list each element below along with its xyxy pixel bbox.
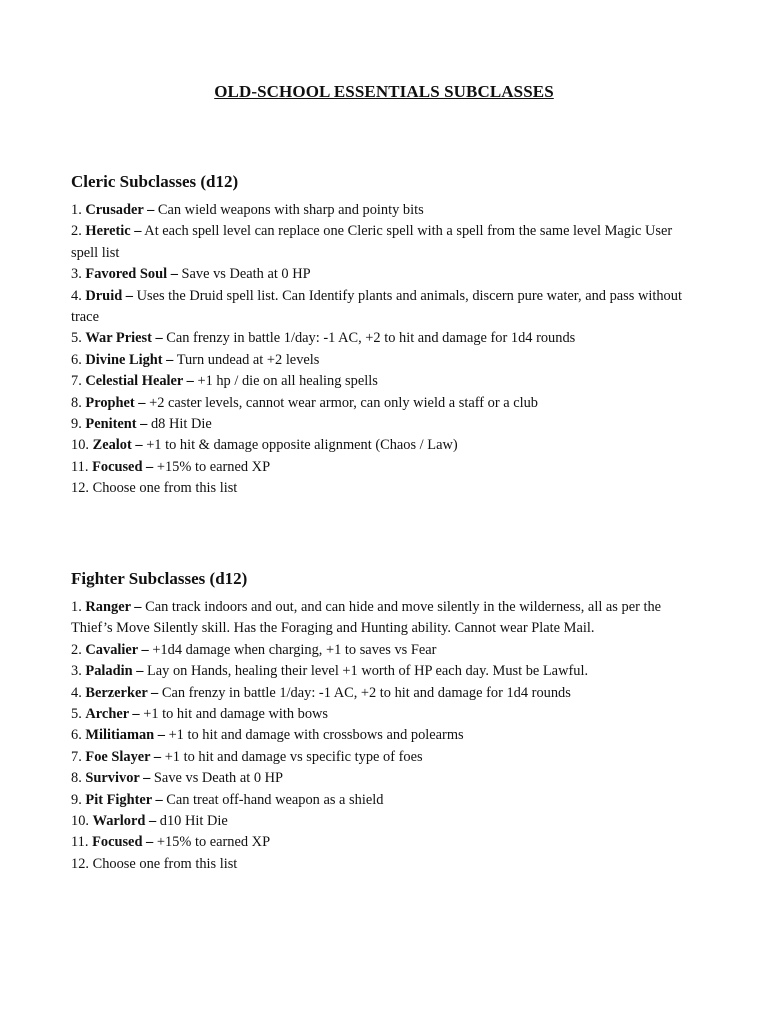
- subclass-name: Divine Light –: [85, 351, 174, 368]
- subclass-description: Save vs Death at 0 HP: [181, 266, 311, 283]
- subclass-entry: [71, 597, 701, 640]
- subclass-name: Warlord –: [92, 813, 157, 830]
- subclass-name: Focused –: [92, 458, 154, 475]
- subclass-entry: [71, 286, 701, 329]
- entry-number: 8.: [71, 394, 82, 411]
- subclass-entry: [71, 640, 701, 661]
- subclass-name: Pit Fighter –: [85, 791, 163, 808]
- subclass-description: +1 to hit and damage vs specific type of foes: [164, 748, 423, 765]
- subclass-description: Can frenzy in battle 1/day: -1 AC, +2 to hit and damage for 1d4 rounds: [161, 684, 571, 701]
- subclass-entry: [71, 350, 701, 371]
- subclass-description: Save vs Death at 0 HP: [153, 770, 284, 787]
- cleric-section: [71, 172, 701, 500]
- subclass-description: Turn undead at +2 levels: [176, 351, 320, 368]
- subclass-entry: [71, 457, 701, 478]
- entry-number: 5.: [71, 706, 82, 723]
- subclass-name: Penitent –: [85, 416, 148, 433]
- subclass-entry: [71, 811, 701, 832]
- subclass-description: d8 Hit Die: [150, 416, 212, 433]
- subclass-name: Crusader –: [85, 202, 155, 218]
- subclass-description: Choose one from this list: [92, 480, 238, 497]
- entry-number: 11.: [71, 458, 89, 475]
- entry-number: 9.: [71, 791, 82, 808]
- subclass-name: Prophet –: [85, 394, 146, 411]
- subclass-entry: [71, 661, 701, 682]
- subclass-name: Celestial Healer –: [85, 373, 194, 390]
- fighter-heading: Fighter Subclasses (d12): [71, 569, 248, 588]
- subclass-name: Focused –: [92, 834, 154, 851]
- subclass-entry: [71, 478, 701, 499]
- subclass-entry: [71, 725, 701, 746]
- subclass-description: Can wield weapons with sharp and pointy bits: [157, 202, 424, 218]
- document-title: OLD-SCHOOL ESSENTIALS SUBCLASSES: [214, 82, 554, 101]
- subclass-name: Archer –: [85, 706, 140, 723]
- entry-number: 6.: [71, 727, 82, 744]
- subclass-description: +1 hp / die on all healing spells: [197, 373, 378, 390]
- subclass-description: Choose one from this list: [92, 855, 238, 872]
- entry-number: 5.: [71, 330, 82, 347]
- entry-number: 1.: [71, 599, 82, 615]
- entry-number: 2.: [71, 641, 82, 658]
- entry-number: 9.: [71, 416, 82, 433]
- subclass-entry: [71, 832, 701, 853]
- subclass-name: Favored Soul –: [85, 266, 178, 283]
- subclass-entry: [71, 704, 701, 725]
- subclass-entry: [71, 435, 701, 456]
- subclass-description: +1 to hit and damage with bows: [143, 706, 329, 723]
- subclass-entry: [71, 414, 701, 435]
- entry-number: 11.: [71, 834, 89, 851]
- entry-number: 8.: [71, 770, 82, 787]
- fighter-section: [71, 569, 701, 875]
- subclass-name: Cavalier –: [85, 641, 149, 658]
- entry-number: 4.: [71, 287, 82, 304]
- cleric-subclass-list: [71, 200, 701, 500]
- subclass-description: Can frenzy in battle 1/day: -1 AC, +2 to hit and damage for 1d4 rounds: [166, 330, 576, 347]
- subclass-entry: [71, 200, 701, 221]
- entry-number: 12.: [71, 480, 89, 497]
- entry-number: 7.: [71, 748, 82, 765]
- subclass-description: Uses the Druid spell list. Can Identify plants and animals, discern pure water, and pass without trace: [71, 287, 682, 326]
- subclass-entry: [71, 221, 701, 264]
- entry-number: 10.: [71, 813, 89, 830]
- entry-number: 3.: [71, 663, 82, 680]
- subclass-entry: [71, 328, 701, 349]
- entry-number: 3.: [71, 266, 82, 283]
- subclass-entry: [71, 393, 701, 414]
- entry-number: 12.: [71, 855, 89, 872]
- cleric-heading: Cleric Subclasses (d12): [71, 172, 239, 191]
- subclass-name: Militiaman –: [85, 727, 165, 744]
- subclass-description: +15% to earned XP: [156, 458, 271, 475]
- subclass-entry: [71, 683, 701, 704]
- subclass-name: Ranger –: [85, 599, 142, 615]
- subclass-entry: [71, 264, 701, 285]
- subclass-description: +15% to earned XP: [156, 834, 271, 851]
- entry-number: 4.: [71, 684, 82, 701]
- subclass-description: +1d4 damage when charging, +1 to saves vs Fear: [152, 641, 437, 658]
- entry-number: 1.: [71, 202, 82, 218]
- entry-number: 7.: [71, 373, 82, 390]
- entry-number: 2.: [71, 223, 82, 240]
- subclass-description: d10 Hit Die: [159, 813, 228, 830]
- subclass-entry: [71, 768, 701, 789]
- fighter-subclass-list: [71, 597, 701, 875]
- subclass-name: Foe Slayer –: [85, 748, 162, 765]
- subclass-name: Zealot –: [92, 437, 143, 454]
- subclass-name: Berzerker –: [85, 684, 159, 701]
- subclass-description: +2 caster levels, cannot wear armor, can only wield a staff or a club: [149, 394, 538, 411]
- subclass-entry: [71, 854, 701, 875]
- subclass-name: Druid –: [85, 287, 133, 304]
- subclass-description: +1 to hit and damage with crossbows and polearms: [168, 727, 464, 744]
- subclass-name: Survivor –: [85, 770, 151, 787]
- subclass-entry: [71, 371, 701, 392]
- subclass-name: Paladin –: [85, 663, 144, 680]
- subclass-entry: [71, 790, 701, 811]
- subclass-description: +1 to hit & damage opposite alignment (Chaos / Law): [146, 437, 458, 454]
- subclass-name: Heretic –: [85, 223, 142, 240]
- subclass-description: Can track indoors and out, and can hide and move silently in the wilderness, all as per the Thief’s Move Silently skill. Has the Foraging and Hunting ability. Cannot wear Plate Mail.: [71, 599, 662, 637]
- subclass-name: War Priest –: [85, 330, 163, 347]
- subclass-description: Can treat off-hand weapon as a shield: [166, 791, 384, 808]
- subclass-description: At each spell level can replace one Cleric spell with a spell from the same level Magic User spell list: [71, 223, 673, 261]
- subclass-description: Lay on Hands, healing their level +1 worth of HP each day. Must be Lawful.: [147, 663, 589, 680]
- subclass-entry: [71, 747, 701, 768]
- entry-number: 10.: [71, 437, 89, 454]
- entry-number: 6.: [71, 351, 82, 368]
